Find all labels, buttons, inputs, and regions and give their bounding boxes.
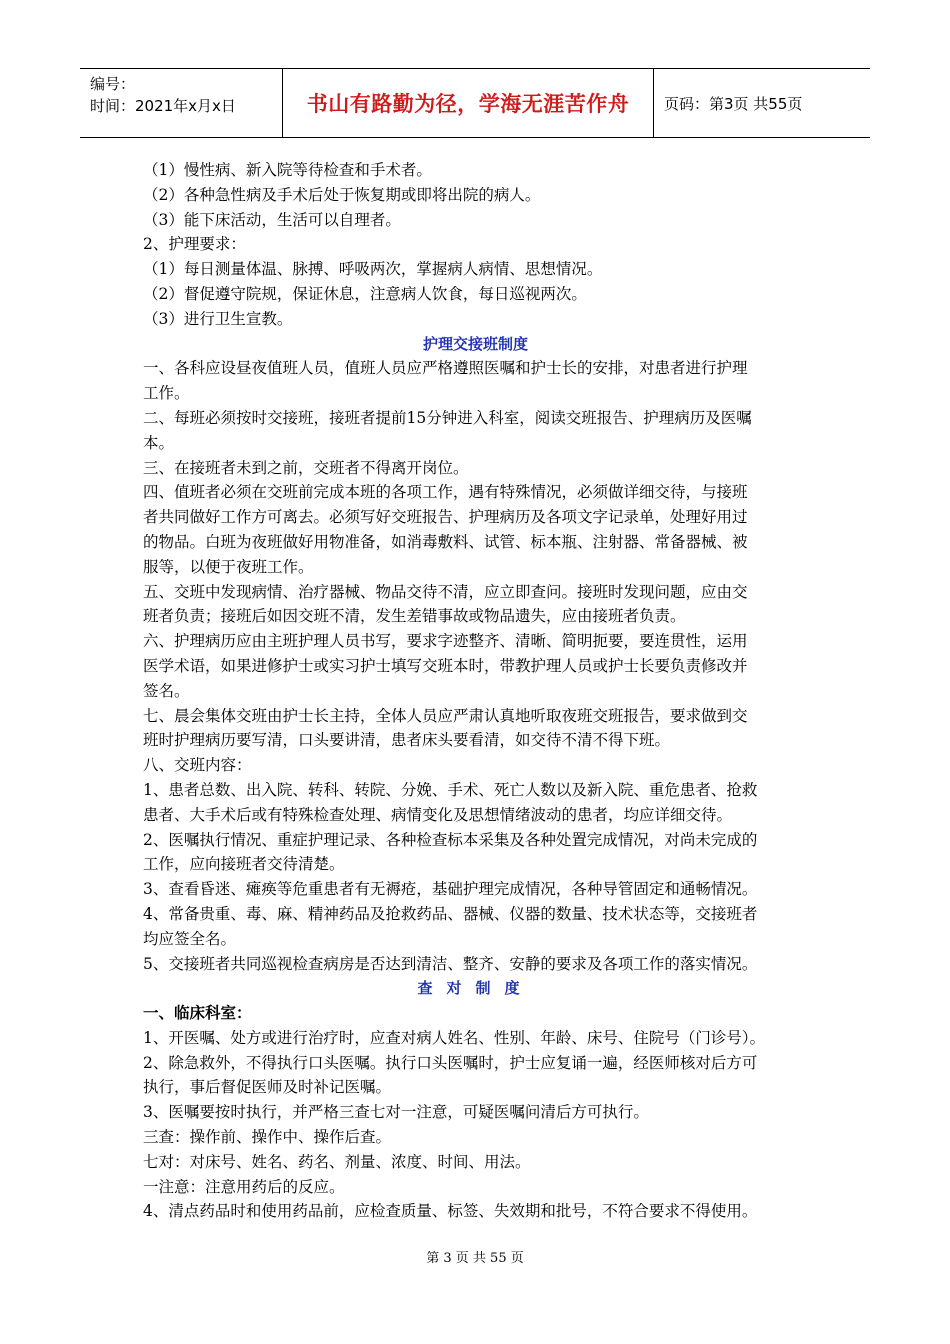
text-line: 班者负责；接班后如因交班不清，发生差错事故或物品遗失，应由接班者负责。 bbox=[143, 607, 686, 626]
text-line: 七对：对床号、姓名、药名、剂量、浓度、时间、用法。 bbox=[143, 1152, 531, 1171]
text-line: 2、除急救外，不得执行口头医嘱。执行口头医嘱时，护士应复诵一遍，经医师核对后方可 bbox=[143, 1053, 758, 1072]
text-line: （1）慢性病、新入院等待检查和手术者。 bbox=[143, 161, 432, 179]
page-header bbox=[80, 68, 870, 138]
document-number-label: 编号： bbox=[90, 75, 136, 93]
text-line: 本。 bbox=[143, 433, 175, 452]
text-line: （3）能下床活动，生活可以自理者。 bbox=[143, 210, 401, 229]
header-motto: 书山有路勤为径，学海无涯苦作舟 bbox=[306, 92, 630, 116]
text-line: 工作，应向接班者交待清楚。 bbox=[143, 855, 345, 874]
text-line: 三、在接班者未到之前，交班者不得离开岗位。 bbox=[143, 458, 469, 477]
text-line: 患者、大手术后或有特殊检查处理、病情变化及思想情绪波动的患者，均应详细交待。 bbox=[143, 805, 733, 824]
section-heading: 一、临床科室： bbox=[143, 1004, 252, 1023]
text-line: 医学术语，如果进修护士或实习护士填写交班本时，带教护理人员或护士长要负责修改并 bbox=[143, 656, 748, 675]
text-line: 1、开医嘱、处方或进行治疗时，应查对病人姓名、性别、年龄、床号、住院号（门诊号）。 bbox=[143, 1028, 766, 1047]
text-line: 3、医嘱要按时执行，并严格三查七对一注意，可疑医嘱问清后方可执行。 bbox=[143, 1103, 649, 1122]
text-line: 五、交班中发现病情、治疗器械、物品交待不清，应立即查问。接班时发现问题，应由交 bbox=[143, 582, 748, 601]
text-line: （2）督促遵守院规，保证休息，注意病人饮食，每日巡视两次。 bbox=[143, 284, 587, 303]
text-line: 八、交班内容： bbox=[143, 756, 252, 775]
text-line: 工作。 bbox=[143, 384, 190, 403]
header-page-info-cell bbox=[654, 69, 870, 137]
document-date: 时间：2021年x月x日 bbox=[90, 97, 236, 115]
text-line: 均应签全名。 bbox=[143, 929, 237, 948]
header-motto-cell bbox=[283, 69, 654, 137]
text-line: 六、护理病历应由主班护理人员书写，要求字迹整齐、清晰、简明扼要，要连贯性，运用 bbox=[143, 632, 748, 651]
text-line: 二、每班必须按时交接班，接班者提前15分钟进入科室，阅读交班报告、护理病历及医嘱 bbox=[143, 408, 752, 427]
text-line: 2、医嘱执行情况、重症护理记录、各种检查标本采集及各种处置完成情况，对尚未完成的 bbox=[143, 830, 758, 849]
text-line: 三查：操作前、操作中、操作后查。 bbox=[143, 1128, 392, 1147]
text-line: 5、交接班者共同巡视检查病房是否达到清洁、整齐、安静的要求及各项工作的落实情况。 bbox=[143, 954, 758, 973]
text-line: （3）进行卫生宣教。 bbox=[143, 309, 293, 328]
text-line: 者共同做好工作方可离去。必须写好交班报告、护理病历及各项文字记录单，处理好用过 bbox=[143, 508, 748, 527]
header-page-info: 页码：第3页 共55页 bbox=[664, 94, 803, 113]
text-line: 签名。 bbox=[143, 681, 190, 700]
text-line: 七、晨会集体交班由护士长主持，全体人员应严肃认真地听取夜班交班报告，要求做到交 bbox=[143, 706, 748, 725]
text-line: 一注意：注意用药后的反应。 bbox=[143, 1177, 345, 1196]
text-line: 一、各科应设昼夜值班人员，值班人员应严格遵照医嘱和护士长的安排，对患者进行护理 bbox=[143, 359, 748, 378]
page-footer: 第 3 页 共 55 页 bbox=[426, 1251, 524, 1266]
text-line: 4、常备贵重、毒、麻、精神药品及抢救药品、器械、仪器的数量、技术状态等，交接班者 bbox=[143, 904, 758, 923]
text-line: 的物品。白班为夜班做好用物准备，如消毒敷料、试管、标本瓶、注射器、常备器械、被 bbox=[143, 532, 748, 551]
section-title: 护理交接班制度 bbox=[422, 334, 528, 353]
text-line: 服等，以便于夜班工作。 bbox=[143, 557, 314, 576]
text-line: 执行，事后督促医师及时补记医嘱。 bbox=[143, 1078, 392, 1097]
text-line: 1、患者总数、出入院、转科、转院、分娩、手术、死亡人数以及新入院、重危患者、抢救 bbox=[143, 780, 758, 799]
header-meta bbox=[80, 69, 283, 137]
text-line: 2、护理要求： bbox=[143, 235, 246, 254]
text-line: （1）每日测量体温、脉搏、呼吸两次，掌握病人病情、思想情况。 bbox=[143, 260, 603, 279]
text-line: 班时护理病历要写清，口头要讲清，患者床头要看清，如交待不清不得下班。 bbox=[143, 731, 671, 750]
text-line: 3、查看昏迷、瘫痪等危重患者有无褥疮，基础护理完成情况，各种导管固定和通畅情况。 bbox=[143, 880, 758, 899]
text-line: （2）各种急性病及手术后处于恢复期或即将出院的病人。 bbox=[143, 185, 541, 204]
document-body bbox=[143, 158, 808, 1224]
section-title: 查对制度 bbox=[417, 979, 534, 998]
text-line: 四、值班者必须在交班前完成本班的各项工作，遇有特殊情况，必须做详细交待，与接班 bbox=[143, 483, 748, 502]
text-line: 4、清点药品时和使用药品前，应检查质量、标签、失效期和批号，不符合要求不得使用。 bbox=[143, 1202, 758, 1221]
